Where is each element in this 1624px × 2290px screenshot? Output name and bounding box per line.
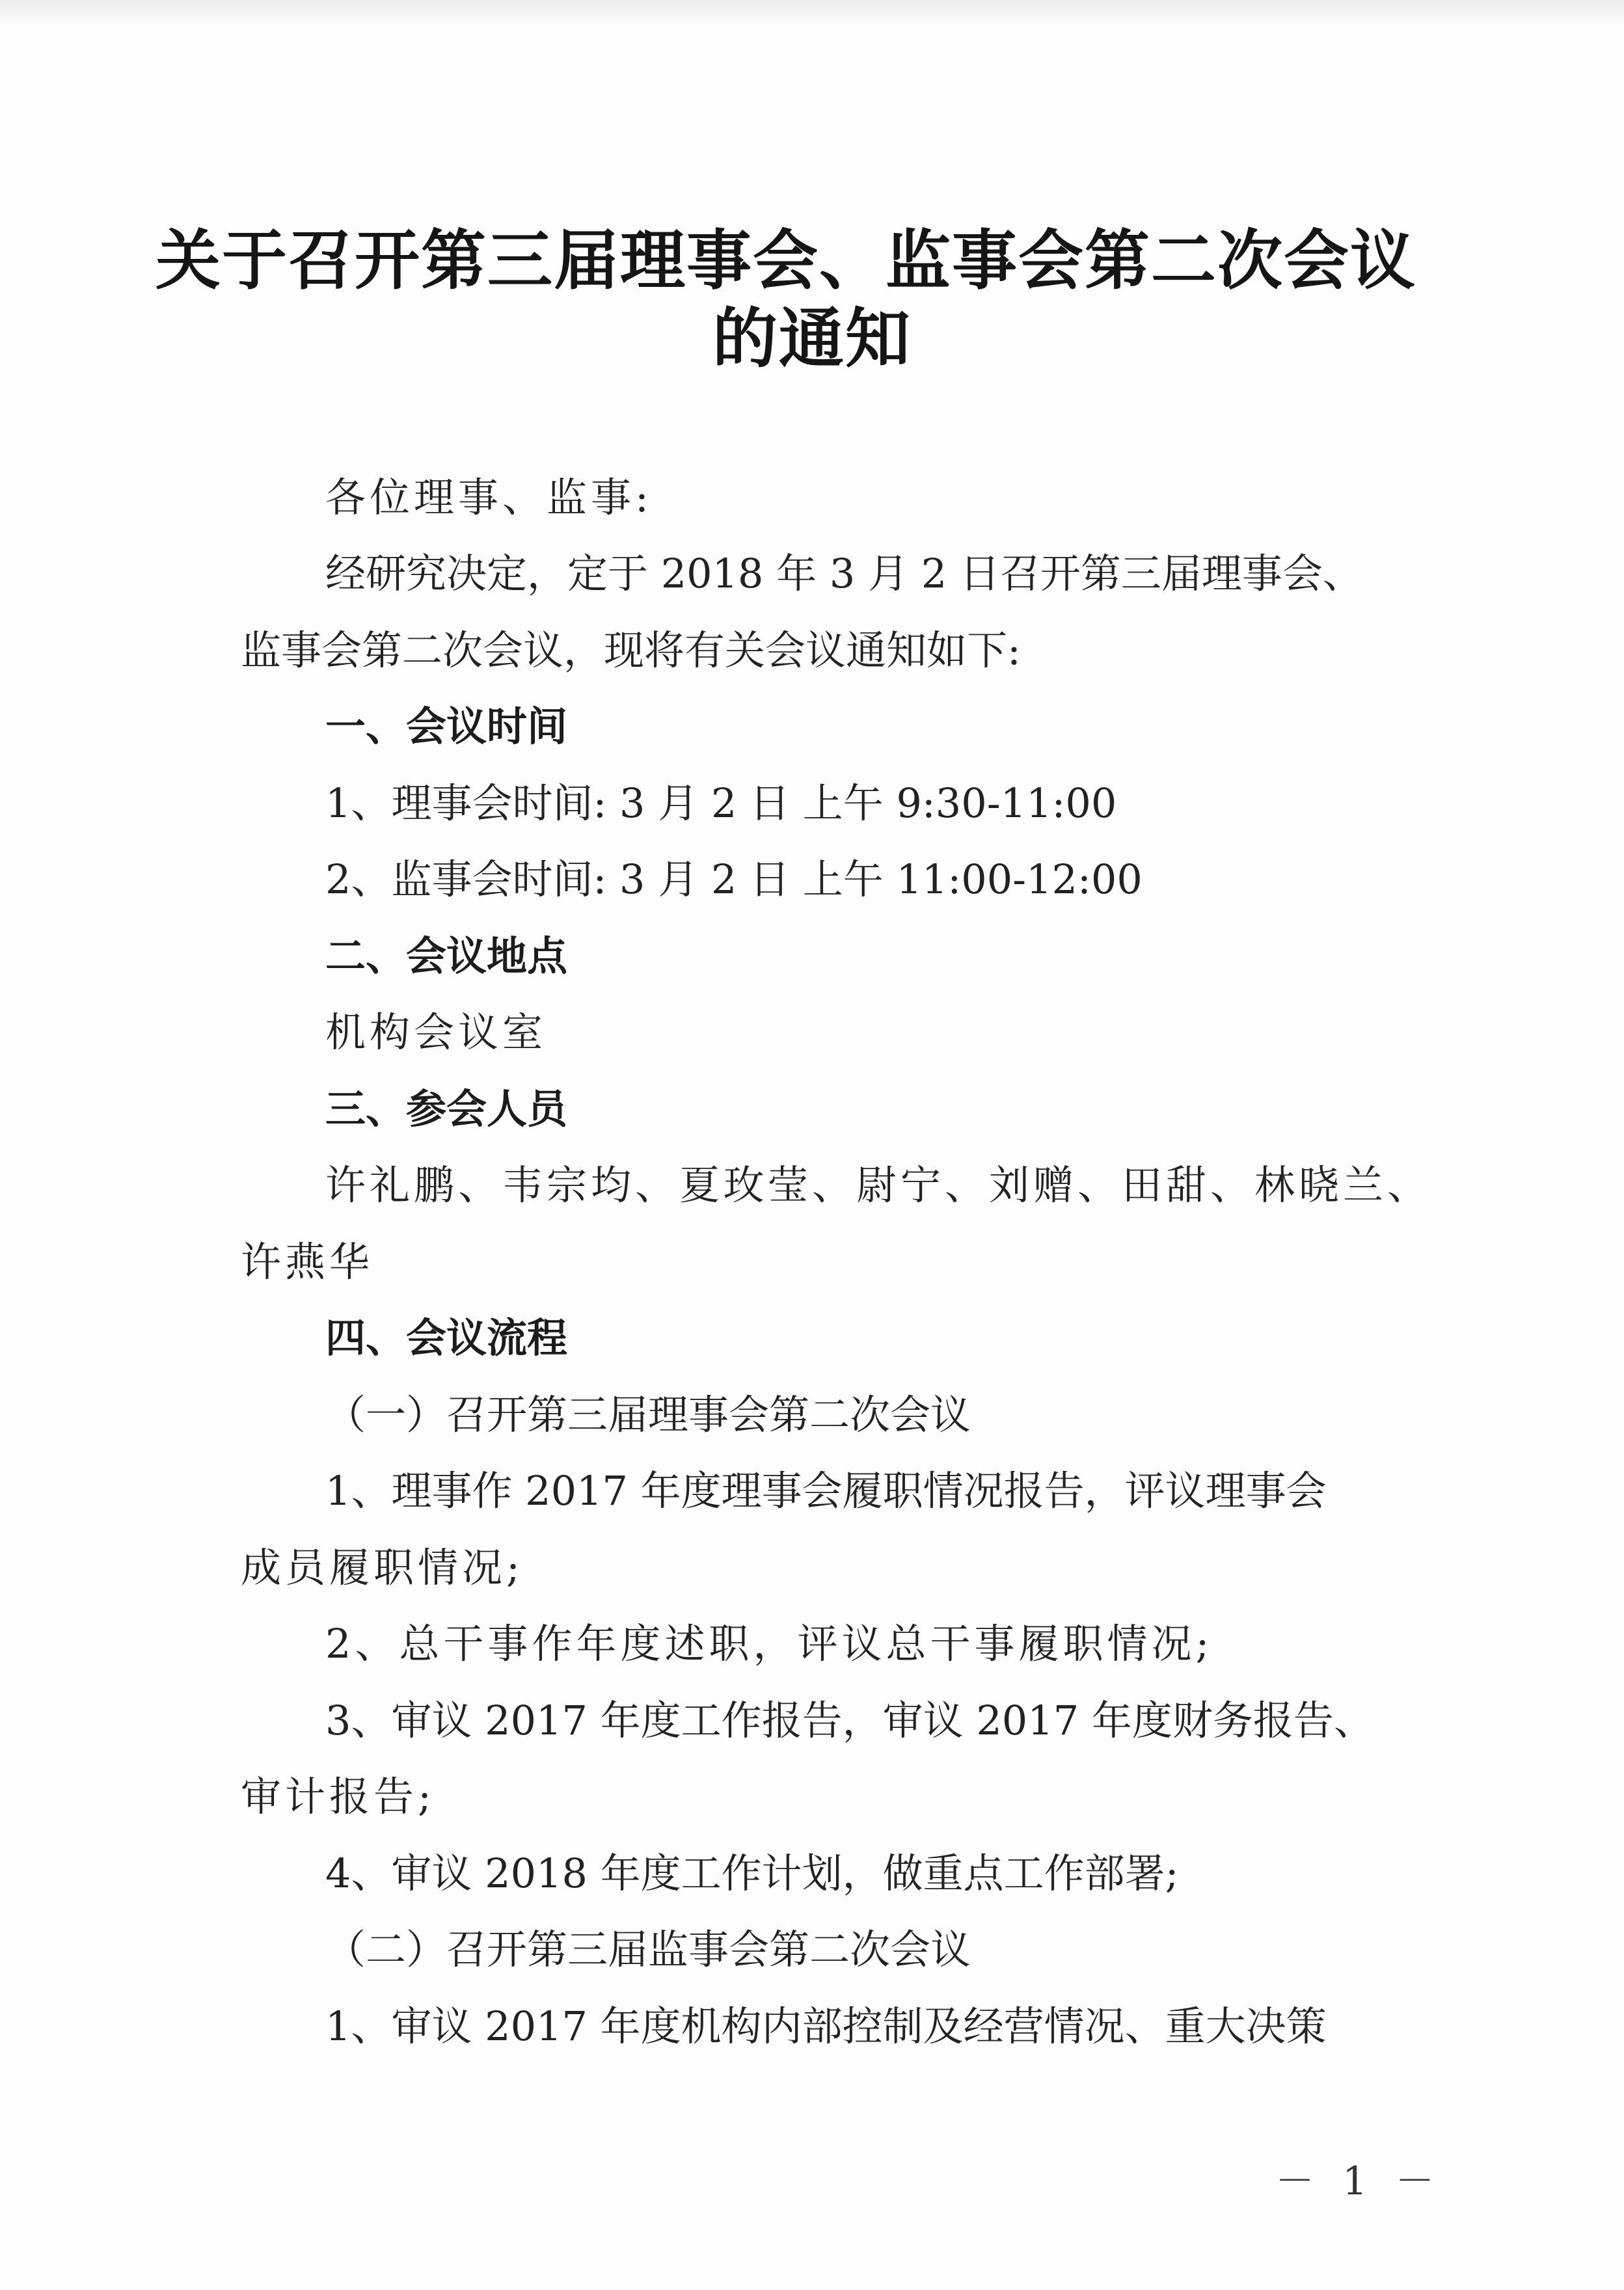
attendees-line-1: 许礼鹏、韦宗均、夏玫莹、尉宁、刘赠、田甜、林晓兰、: [325, 1161, 1432, 1209]
document-title-line-1: 关于召开第三届理事会、监事会第二次会议: [156, 222, 1416, 299]
agenda-item-3-line-2: 审计报告;: [241, 1773, 435, 1820]
intro-line-2: 监事会第二次会议，现将有关会议通知如下:: [241, 626, 1021, 674]
attendees-line-2: 许燕华: [241, 1238, 374, 1286]
agenda-item-1-line-2: 成员履职情况;: [241, 1544, 524, 1591]
meeting-location: 机构会议室: [325, 1008, 547, 1056]
agenda-sub-heading-1: （一）召开第三届理事会第二次会议: [325, 1391, 971, 1438]
page-number: － 1 －: [1275, 2159, 1442, 2204]
salutation: 各位理事、监事:: [325, 474, 653, 521]
section-heading-meeting-location: 二、会议地点: [325, 932, 568, 980]
intro-line-1: 经研究决定，定于 2018 年 3 月 2 日召开第三届理事会、: [325, 550, 1363, 597]
supervisory-item-1-line-1: 1、审议 2017 年度机构内部控制及经营情况、重大决策: [325, 2002, 1327, 2050]
time-item-2: 2、监事会时间: 3 月 2 日 上午 11:00-12:00: [325, 855, 1143, 903]
scan-edge: [0, 0, 1624, 26]
agenda-sub-heading-2: （二）召开第三届监事会第二次会议: [325, 1926, 971, 1973]
agenda-item-1-line-1: 1、理事作 2017 年度理事会履职情况报告，评议理事会: [325, 1467, 1327, 1515]
agenda-item-3-line-1: 3、审议 2017 年度工作报告，审议 2017 年度财务报告、: [325, 1697, 1374, 1744]
time-item-1: 1、理事会时间: 3 月 2 日 上午 9:30-11:00: [325, 779, 1117, 827]
section-heading-attendees: 三、参会人员: [325, 1085, 568, 1133]
agenda-item-4: 4、审议 2018 年度工作计划，做重点工作部署;: [325, 1850, 1179, 1897]
section-heading-meeting-time: 一、会议时间: [325, 703, 568, 750]
agenda-item-2: 2、总干事作年度述职，评议总干事履职情况;: [325, 1620, 1213, 1667]
section-heading-agenda: 四、会议流程: [325, 1314, 568, 1362]
document-title-line-2: 的通知: [712, 301, 912, 377]
